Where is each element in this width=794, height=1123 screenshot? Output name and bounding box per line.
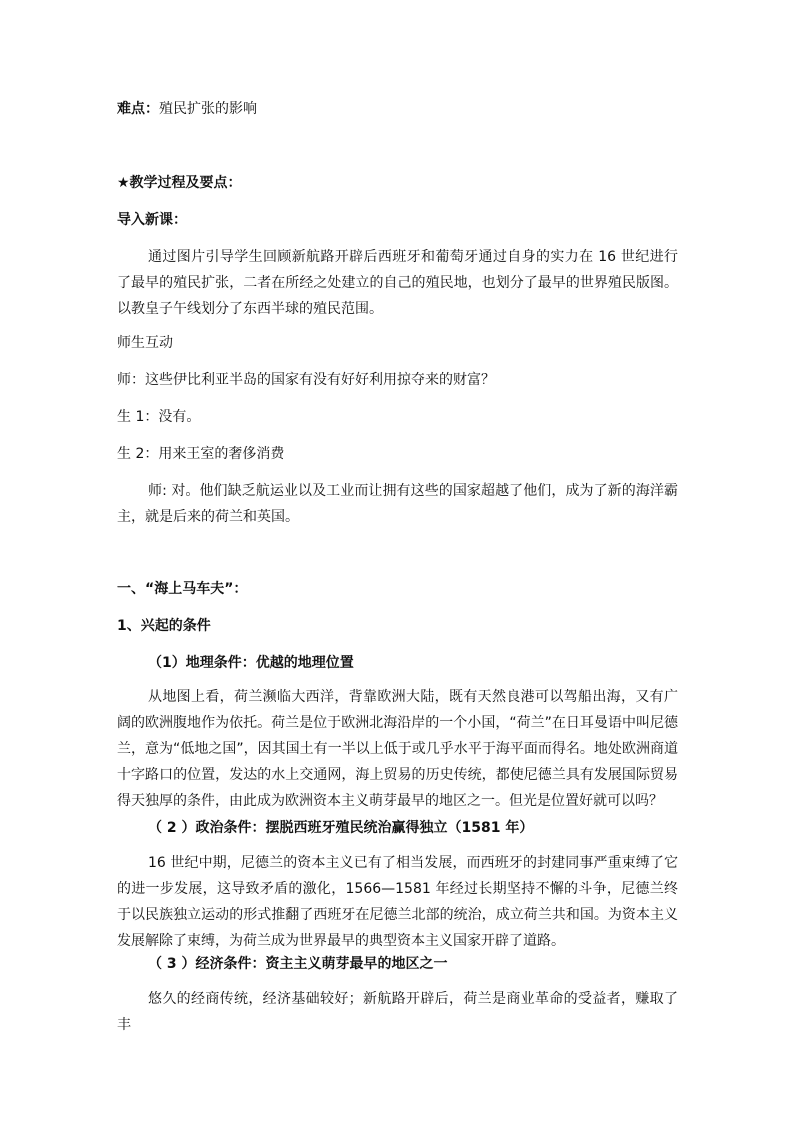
difficulty-label: 难点：	[117, 101, 159, 117]
sub1-heading: 1、兴起的条件	[117, 618, 211, 634]
cond3-paragraph: 悠久的经商传统，经济基础较好；新航路开辟后，荷兰是商业革命的受益者，赚取了丰	[117, 991, 678, 1033]
cond2-heading: （ 2 ）政治条件：摆脱西班牙殖民统治赢得独立（1581 年）	[148, 820, 534, 836]
cond2-paragraph: 16 世纪中期，尼德兰的资本主义已有了相当发展，而西班牙的封建同事严重束缚了它的进一步发展，这导致矛盾的激化，1566—1581 年经过长期坚持不懈的斗争，尼德兰终于以民族独立运动的形式推翻了西班牙在尼德兰北部的统治，成立荷兰共和国。为资本主义发展解除了束缚，为荷兰成为世界最早的典型资本主义国家开辟了道路。	[117, 855, 678, 949]
teacher-question: 师：这些伊比利亚半岛的国家有没有好好利用掠夺来的财富？	[117, 372, 495, 388]
cond1-heading: （1）地理条件：优越的地理位置	[148, 655, 354, 671]
intro-paragraph: 通过图片引导学生回顾新航路开辟后西班牙和葡萄牙通过自身的实力在 16 世纪进行了最早的殖民扩张，二者在所经之处建立的自己的殖民地，也划分了最早的世界殖民版图。以教皇子午线划分了东西半球的殖民范围。	[117, 249, 678, 317]
difficulty-text: 殖民扩张的影响	[159, 101, 257, 117]
interaction-label: 师生互动	[117, 335, 173, 351]
process-heading: ★教学过程及要点：	[117, 175, 242, 191]
student2-answer: 生 2：用来王室的奢侈消费	[117, 446, 285, 462]
teacher-answer: 师: 对。他们缺乏航运业以及工业而让拥有这些的国家超越了他们，成为了新的海洋霸主，就是后来的荷兰和英国。	[117, 483, 678, 525]
cond1-paragraph: 从地图上看，荷兰濒临大西洋，背靠欧洲大陆，既有天然良港可以驾船出海，又有广阔的欧洲腹地作为依托。荷兰是位于欧洲北海沿岸的一个小国，“荷兰”在日耳曼语中叫尼德兰，意为“低地之国”，因其国土有一半以上低于或几乎水平于海平面而得名。地处欧洲商道十字路口的位置，发达的水上交通网，海上贸易的历史传统，都使尼德兰具有发展国际贸易得天独厚的条件，由此成为欧洲资本主义萌芽最早的地区之一。但光是位置好就可以吗？	[117, 689, 678, 809]
intro-heading: 导入新课：	[117, 212, 187, 228]
section1-heading: 一、“海上马车夫”：	[117, 581, 248, 597]
student1-answer: 生 1：没有。	[117, 409, 201, 425]
cond3-heading: （ 3 ）经济条件：资主主义萌芽最早的地区之一	[148, 956, 448, 972]
difficulty-line	[117, 96, 677, 122]
